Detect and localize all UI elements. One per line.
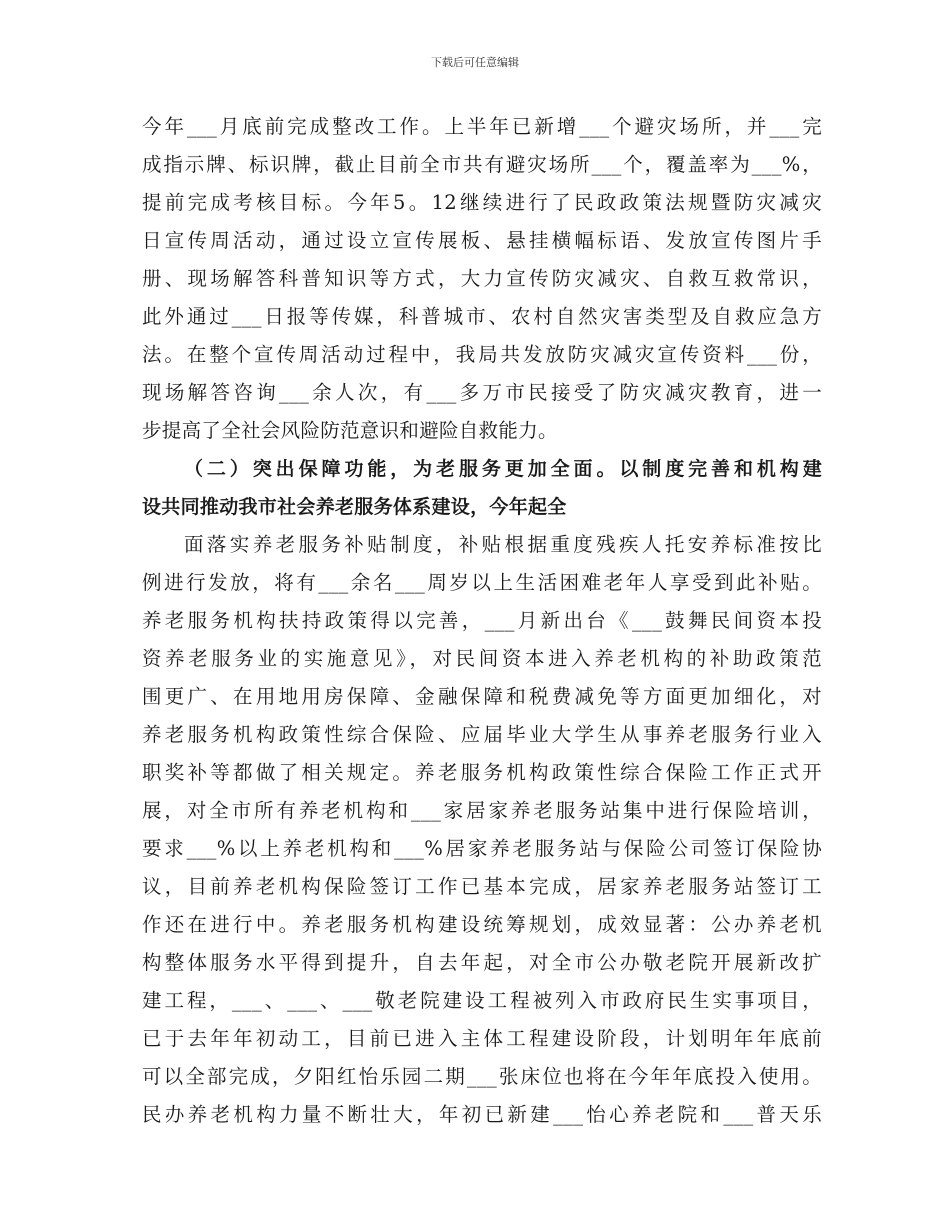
text-line: 构整体服务水平得到提升，自去年起，对全市公办敬老院开展新改扩 — [142, 951, 822, 974]
text-line: 成指示牌、标识牌，截止目前全市共有避灾场所___个，覆盖率为___%， — [142, 153, 822, 176]
text-line: 现场解答咨询___余人次，有___多万市民接受了防灾减灾教育，进一 — [142, 381, 822, 404]
text-line: 养老服务机构扶持政策得以完善，___月新出台《___鼓舞民间资本投 — [142, 609, 822, 632]
text-line: 资养老服务业的实施意见》，对民间资本进入养老机构的补助政策范 — [142, 647, 822, 670]
text-line: 今年___月底前完成整改工作。上半年已新增___个避灾场所，并___完 — [142, 115, 822, 138]
text-line: 作还在进行中。养老服务机构建设统筹规划，成效显著：公办养老机 — [142, 913, 822, 936]
text-line: 册、现场解答科普知识等方式，大力宣传防灾减灾、自救互救常识， — [142, 267, 822, 290]
text-line: 例进行发放，将有___余名___周岁以上生活困难老年人享受到此补贴。 — [142, 571, 822, 594]
text-line: 已于去年年初动工，目前已进入主体工程建设阶段，计划明年年底前 — [142, 1027, 822, 1050]
section-heading-line: 设共同推动我市社会养老服务体系建设，今年起全 — [142, 496, 567, 518]
text-line: 日宣传周活动，通过设立宣传展板、悬挂横幅标语、发放宣传图片手 — [142, 229, 822, 252]
text-line: 养老服务机构政策性综合保险、应届毕业大学生从事养老服务行业入 — [142, 723, 822, 746]
text-line: 此外通过___日报等传媒，科普城市、农村自然灾害类型及自救应急方 — [142, 305, 822, 328]
text-line: 面落实养老服务补贴制度，补贴根据重度残疾人托安养标准按比 — [184, 533, 822, 556]
text-line: 提前完成考核目标。今年5。12继续进行了民政政策法规暨防灾减灾 — [142, 191, 822, 214]
text-line: 展，对全市所有养老机构和___家居家养老服务站集中进行保险培训， — [142, 799, 822, 822]
section-heading-line: （二）突出保障功能，为老服务更加全面。以制度完善和机构建 — [184, 458, 822, 480]
text-line: 步提高了全社会风险防范意识和避险自救能力。 — [142, 419, 558, 442]
text-line: 民办养老机构力量不断壮大，年初已新建___怡心养老院和___普天乐 — [142, 1103, 822, 1126]
text-line: 议，目前养老机构保险签订工作已基本完成，居家养老服务站签订工 — [142, 875, 822, 898]
text-line: 要求___%以上养老机构和___%居家养老服务站与保险公司签订保险协 — [142, 837, 822, 860]
text-line: 法。在整个宣传周活动过程中，我局共发放防灾减灾宣传资料___份， — [142, 343, 822, 366]
text-line: 围更广、在用地用房保障、金融保障和税费减免等方面更加细化，对 — [142, 685, 822, 708]
text-line: 建工程，___、___、___敬老院建设工程被列入市政府民生实事项目， — [142, 989, 822, 1012]
page-header: 下载后可任意编辑 — [431, 56, 519, 69]
text-line: 职奖补等都做了相关规定。养老服务机构政策性综合保险工作正式开 — [142, 761, 822, 784]
text-line: 可以全部完成，夕阳红怡乐园二期___张床位也将在今年年底投入使用。 — [142, 1065, 822, 1088]
